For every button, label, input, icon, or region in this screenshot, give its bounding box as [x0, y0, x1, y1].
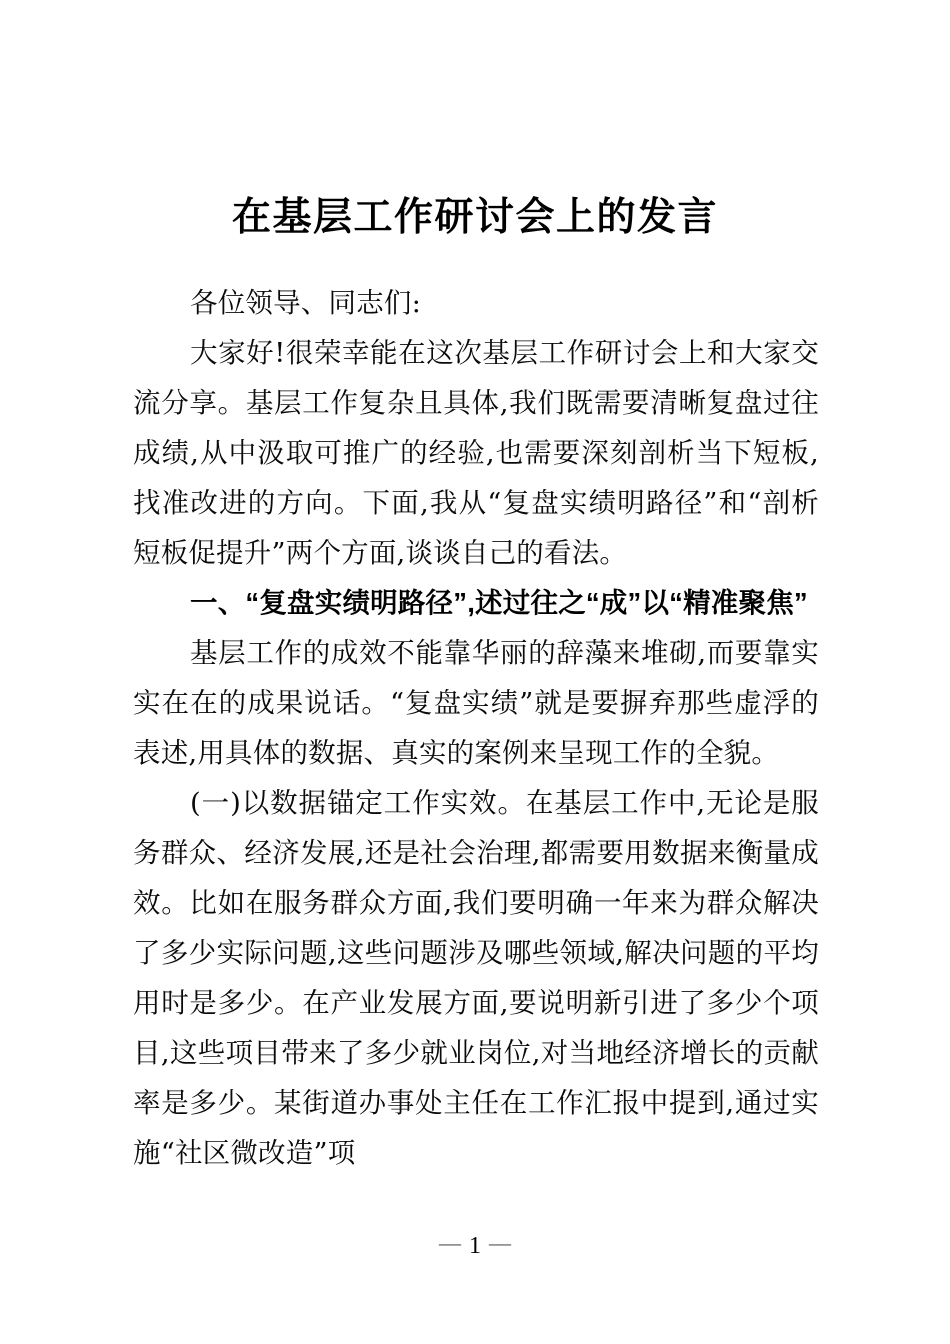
footer-dash-right: —	[489, 1230, 511, 1255]
section-heading-1: 一、“复盘实绩明路径”,述过往之“成”以“精准聚焦”	[190, 587, 808, 618]
paragraph-section-1-item-1: (一)以数据锚定工作实效。在基层工作中,无论是服务群众、经济发展,还是社会治理,都需要用数据来衡量成效。比如在服务群众方面,我们要明确一年来为群众解决了多少实际问题,这些问题涉及哪些领域,解决问题的平均用时是多少。在产业发展方面,要说明新引进了多少个项目,这些项目带来了多少就业岗位,对当地经济增长的贡献率是多少。某街道办事处主任在工作汇报中提到,通过实施“社区微改造”项	[133, 787, 819, 1169]
salutation-line: 各位领导、同志们:	[190, 287, 422, 319]
page-footer	[0, 1228, 950, 1261]
page-title: 在基层工作研讨会上的发言	[231, 196, 718, 240]
paragraph-section-1-intro: 基层工作的成效不能靠华丽的辞藻来堆砌,而要靠实实在在的成果说话。“复盘实绩”就是要摒弃那些虚浮的表述,用具体的数据、真实的案例来呈现工作的全貌。	[133, 637, 819, 769]
footer-page-number: 1	[469, 1233, 481, 1259]
document-body	[133, 278, 819, 1178]
footer-dash-left: —	[439, 1230, 461, 1255]
paragraph-opening: 大家好!很荣幸能在这次基层工作研讨会上和大家交流分享。基层工作复杂且具体,我们既需要清晰复盘过往成绩,从中汲取可推广的经验,也需要深刻剖析当下短板,找准改进的方向。下面,我从“复盘实绩明路径”和“剖析短板促提升”两个方面,谈谈自己的看法。	[133, 337, 819, 569]
